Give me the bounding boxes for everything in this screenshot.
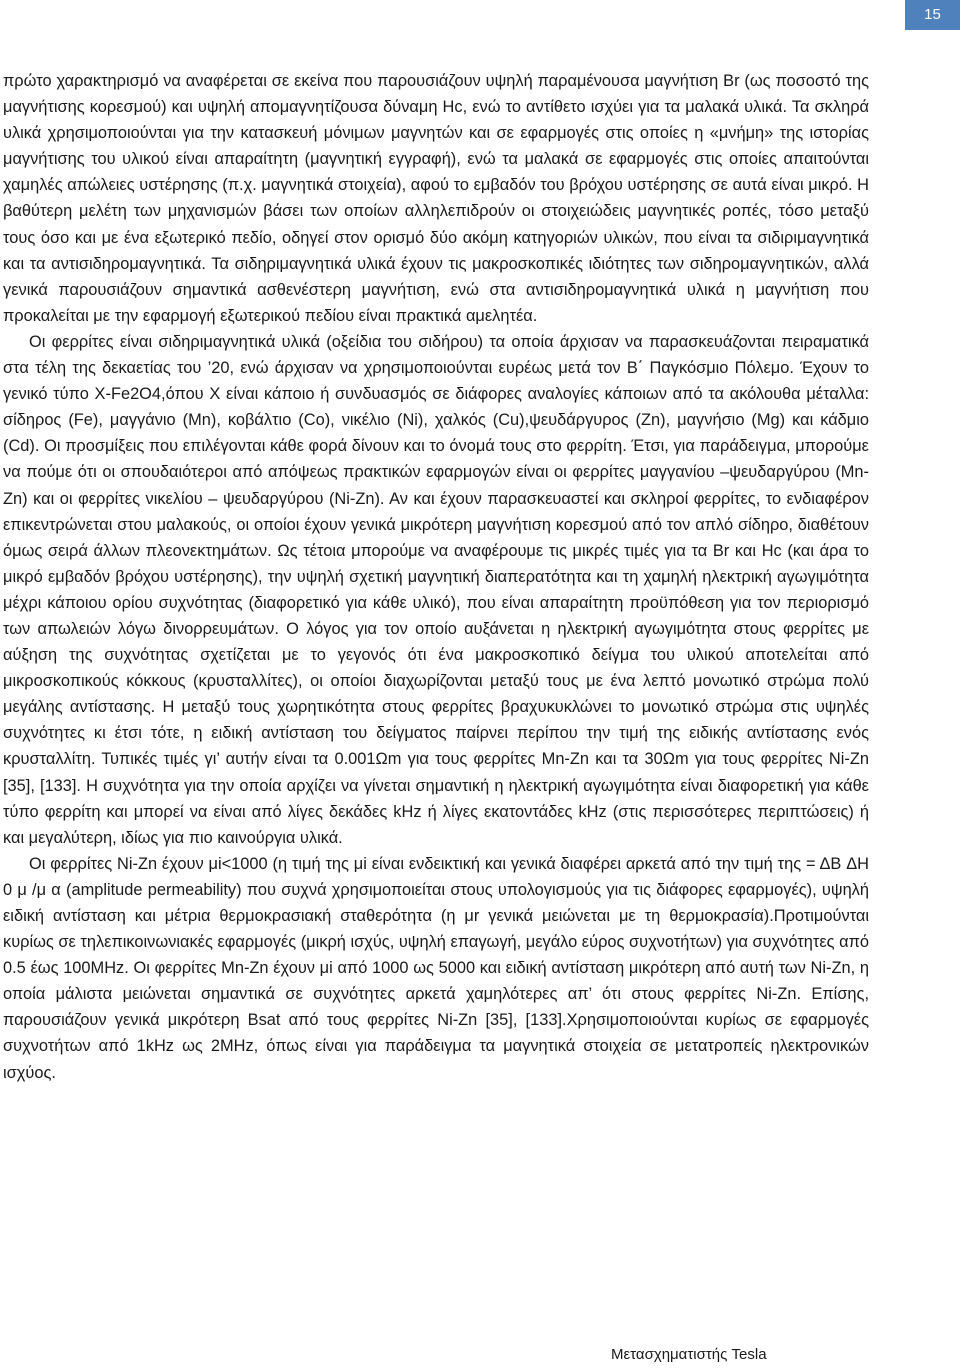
paragraph-1: πρώτο χαρακτηρισμό να αναφέρεται σε εκείνα που παρουσιάζουν υψηλή παραμένουσα μαγνήτιση Br (ως ποσοστό της μαγνήτισης κορεσμού) και υψηλή απομαγνητίζουσα δύναμη Hc, ενώ το αντίθετο ισχύει για τα μαλακά υλικά. Τα σκληρά υλικά χρησιμοποιούνται για την κατασκευή μόνιμων μαγνητών και σε εφαρμογές στις οποίες η «μνήμη» της ιστορίας μαγνήτισης του υλικού είναι απαραίτητη (μαγνητική εγγραφή), ενώ τα μαλακά σε εφαρμογές στις οποίες απαιτούνται χαμηλές απώλειες υστέρησης (π.χ. μαγνητικά στοιχεία), αφού το εμβαδόν του βρόχου υστέρησης σε αυτά είναι μικρό. Η βαθύτερη μελέτη των μηχανισμών βάσει των οποίων αλληλεπιδρούν οι στοιχειώδεις μαγνητικές ροπές, τόσο μεταξύ τους όσο και με ένα εξωτερικό πεδίο, οδηγεί στον ορισμό δύο ακόμη κατηγοριών υλικών, που είναι τα σιδιριμαγνητικά και τα αντισιδηρομαγνητικά. Τα σιδηριμαγνητικά υλικά έχουν τις μακροσκοπικές ιδιότητες των σιδηρομαγνητικών, αλλά γενικά παρουσιάζουν σημαντικά ασθενέστερη μαγνήτιση, ενώ στα αντισιδηρομαγνητικά υλικά η μαγνήτιση που προκαλείται με την εφαρμογή εξωτερικού πεδίου είναι πρακτικά αμελητέα. [3,72,869,325]
body-text [3,68,869,1086]
page-number: 15 [905,0,960,30]
paragraph-3: Οι φερρίτες Ni-Zn έχουν μi<1000 (η τιμή της μi είναι ενδεικτική και γενικά διαφέρει αρκετά από την τιμή της = ΔB ΔH 0 μ /μ α (amplitude permeability) που συχνά χρησιμοποιείται στους υπολογισμούς για τις διάφορες εφαρμογές), υψηλή ειδική αντίσταση και μέτρια θερμοκρασιακή σταθερότητα (η μr γενικά μειώνεται με τη θερμοκρασία).Προτιμούνται κυρίως σε τηλεπικοινωνιακές εφαρμογές (μικρή ισχύς, υψηλή επαγωγή, μεγάλο εύρος συχνοτήτων) για συχνότητες από 0.5 έως 100MHz. Οι φερρίτες Mn-Zn έχουν μi από 1000 ως 5000 και ειδική αντίσταση μικρότερη από αυτή των Ni-Zn, η οποία μάλιστα μειώνεται σημαντικά σε συχνότητες αρκετά χαμηλότερες απ’ ότι στους φερρίτες Ni-Zn. Επίσης, παρουσιάζουν γενικά μικρότερη Bsat από τους φερρίτες Ni-Zn [35], [133].Χρησιμοποιούνται κυρίως σε εφαρμογές συχνοτήτων από 1kHz ως 2MHz, όπως είναι για παράδειγμα τα μαγνητικά στοιχεία σε μετατροπείς ηλεκτρονικών ισχύος. [3,854,869,1082]
paragraph-2: Οι φερρίτες είναι σιδηριμαγνητικά υλικά (οξείδια του σιδήρου) τα οποία άρχισαν να παρασκευάζονται πειραματικά στα τέλη της δεκαετίας του ’20, ενώ άρχισαν να χρησιμοποιούνται ευρέως μετά τον Β΄ Παγκόσμιο Πόλεμο. Έχουν το γενικό τύπο X-Fe2O4,όπου X είναι κάποιο ή συνδυασμός σε διάφορες αναλογίες κάποιων από τα ακόλουθα μέταλλα: σίδηρος (Fe), μαγγάνιο (Mn), κοβάλτιο (Co), νικέλιο (Ni), χαλκός (Cu),ψευδάργυρος (Zn), μαγνήσιο (Mg) και κάδμιο (Cd). Οι προσμίξεις που επιλέγονται κάθε φορά δίνουν και το όνομά τους στο φερρίτη. Έτσι, για παράδειγμα, μπορούμε να πούμε ότι οι σπουδαιότεροι από απόψεως πρακτικών εφαρμογών είναι οι φερρίτες μαγγανίου –ψευδαργύρου (Mn-Zn) και οι φερρίτες νικελίου – ψευδαργύρου (Ni-Zn). Αν και έχουν παρασκευαστεί και σκληροί φερρίτες, το ενδιαφέρον επικεντρώνεται στου μαλακούς, οι οποίοι έχουν γενικά μικρότερη μαγνήτιση κορεσμού από τον απλό σίδηρο, διαθέτουν όμως σειρά άλλων πλεονεκτημάτων. Ως τέτοια μπορούμε να αναφέρουμε τις μικρές τιμές για τα Br και Hc (και άρα το μικρό εμβαδόν βρόχου υστέρησης), την υψηλή σχετική μαγνητική διαπερατότητα και τη χαμηλή ηλεκτρική αγωγιμότητα μέχρι κάποιου ορίου συχνότητας (διαφορετικό για κάθε υλικό), που είναι απαραίτητη προϋπόθεση για τον περιορισμό των απωλειών λόγω δινορρευμάτων. Ο λόγος για τον οποίο αυξάνεται η ηλεκτρική αγωγιμότητα στους φερρίτες με αύξηση της συχνότητας σχετίζεται με το γεγονός ότι ένα μακροσκοπικό δείγμα του υλικού αποτελείται από μικροσκοπικούς κόκκους (κρυσταλλίτες), οι οποίοι διαχωρίζονται μεταξύ τους με ένα λεπτό μονωτικό στρώμα πολύ μεγάλης αντίστασης. Η μεταξύ τους χωρητικότητα στους φερρίτες βραχυκυκλώνει το μονωτικό στρώμα στις υψηλές συχνότητες κι έτσι τότε, η ειδική αντίσταση του δείγματος παίρνει περίπου την τιμή της ειδικής αντίστασης ενός κρυσταλλίτη. Τυπικές τιμές γι’ αυτήν είναι τα 0.001Ωm για τους φερρίτες Mn-Zn και τα 30Ωm για τους φερρίτες Ni-Zn [35], [133]. Η συχνότητα για την οποία αρχίζει να γίνεται σημαντική η ηλεκτρική αγωγιμότητα είναι διαφορετική για κάθε τύπο φερρίτη και μπορεί να είναι από λίγες δεκάδες kHz ή λίγες εκατοντάδες kHz (στις περισσότερες περιπτώσεις) ή και μεγαλύτερη, ιδίως για πιο καινούργια υλικά. [3,332,869,847]
page-footer: Μετασχηματιστής Tesla [611,1346,767,1363]
